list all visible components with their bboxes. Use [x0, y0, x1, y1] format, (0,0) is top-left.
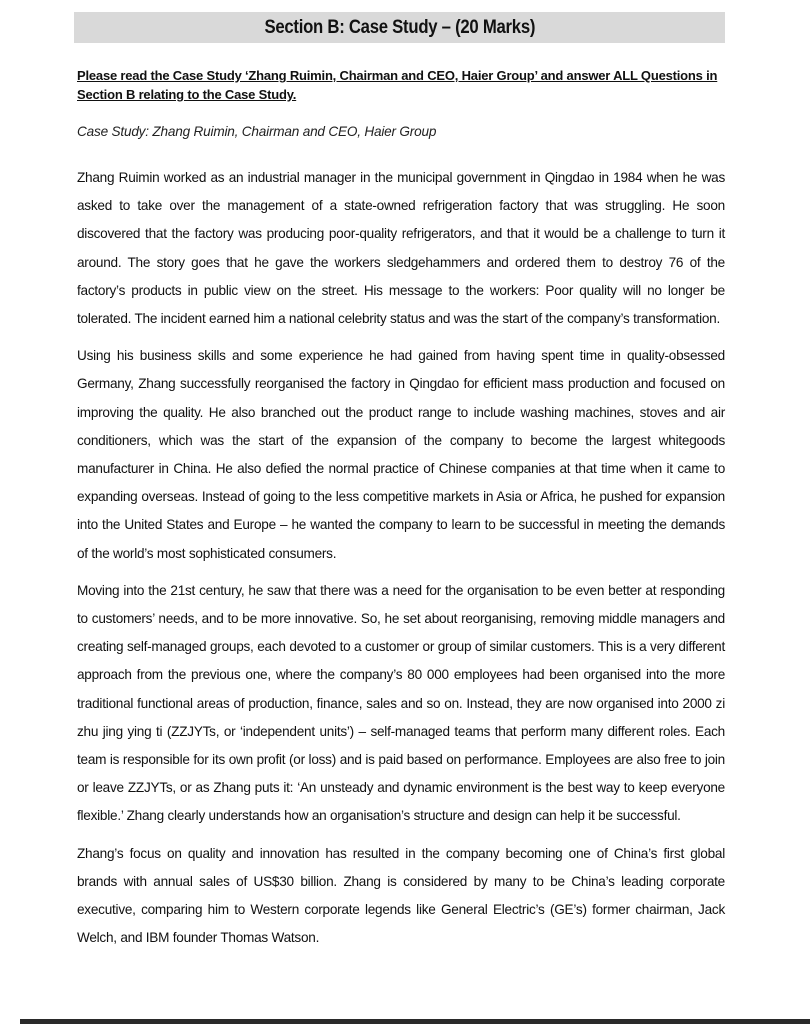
page-bottom-divider [20, 1019, 810, 1024]
instruction-text: Please read the Case Study ‘Zhang Ruimin, Chairman and CEO, Haier Group’ and answer ALL Questions in Section B relating to the Case Study. [77, 68, 718, 102]
section-header-bar [74, 12, 725, 43]
paragraph-2: Using his business skills and some experience he had gained from having spent time in quality-obsessed Germany, Zhang successfully reorganised the factory in Qingdao for efficient mass production and focused on improving the quality. He also branched out the product range to include washing machines, stoves and air conditioners, which was the start of the expansion of the company to become the largest whitegoods manufacturer in China. He also defied the normal practice of Chinese companies at that time when it came to expanding overseas. Instead of going to the less competitive markets in Asia or Africa, he pushed for expansion into the United States and Europe – he wanted the company to learn to be successful in meeting the demands of the world’s most sophisticated consumers. [77, 348, 725, 561]
case-study-subtitle: Case Study: Zhang Ruimin, Chairman and CEO, Haier Group [77, 124, 437, 139]
paragraph-4: Zhang’s focus on quality and innovation has resulted in the company becoming one of China’s first global brands with annual sales of US$30 billion. Zhang is considered by many to be China’s leading corporate executive, comparing him to Western corporate legends like General Electric’s (GE’s) former chairman, Jack Welch, and IBM founder Thomas Watson. [77, 845, 725, 946]
paragraph-1: Zhang Ruimin worked as an industrial manager in the municipal government in Qingdao in 1984 when he was asked to take over the management of a state-owned refrigeration factory that was struggling. He soon discovered that the factory was producing poor-quality refrigerators, and that it would be a challenge to turn it around. The story goes that he gave the workers sledgehammers and ordered them to destroy 76 of the factory’s products in public view on the street. His message to the workers: Poor quality will no longer be tolerated. The incident earned him a national celebrity status and was the start of the company’s transformation. [77, 170, 725, 327]
case-study-body [77, 164, 725, 961]
section-title: Section B: Case Study – (20 Marks) [264, 16, 535, 38]
paragraph-3: Moving into the 21st century, he saw that there was a need for the organisation to be even better at responding to customers’ needs, and to be more innovative. So, he set about reorganising, removing middle managers and creating self-managed groups, each devoted to a customer or group of similar customers. This is a very different approach from the previous one, where the company’s 80 000 employees had been organised into the more traditional functional areas of production, finance, sales and so on. Instead, they are now organised into 2000 zi zhu jing ying ti (ZZJYTs, or ‘independent units’) – self-managed teams that perform many different roles. Each team is responsible for its own profit (or loss) and is paid based on performance. Employees are also free to join or leave ZZJYTs, or as Zhang puts it: ‘An unsteady and dynamic environment is the best way to keep everyone flexible.’ Zhang clearly understands how an organisation’s structure and design can help it be successful. [77, 582, 725, 824]
